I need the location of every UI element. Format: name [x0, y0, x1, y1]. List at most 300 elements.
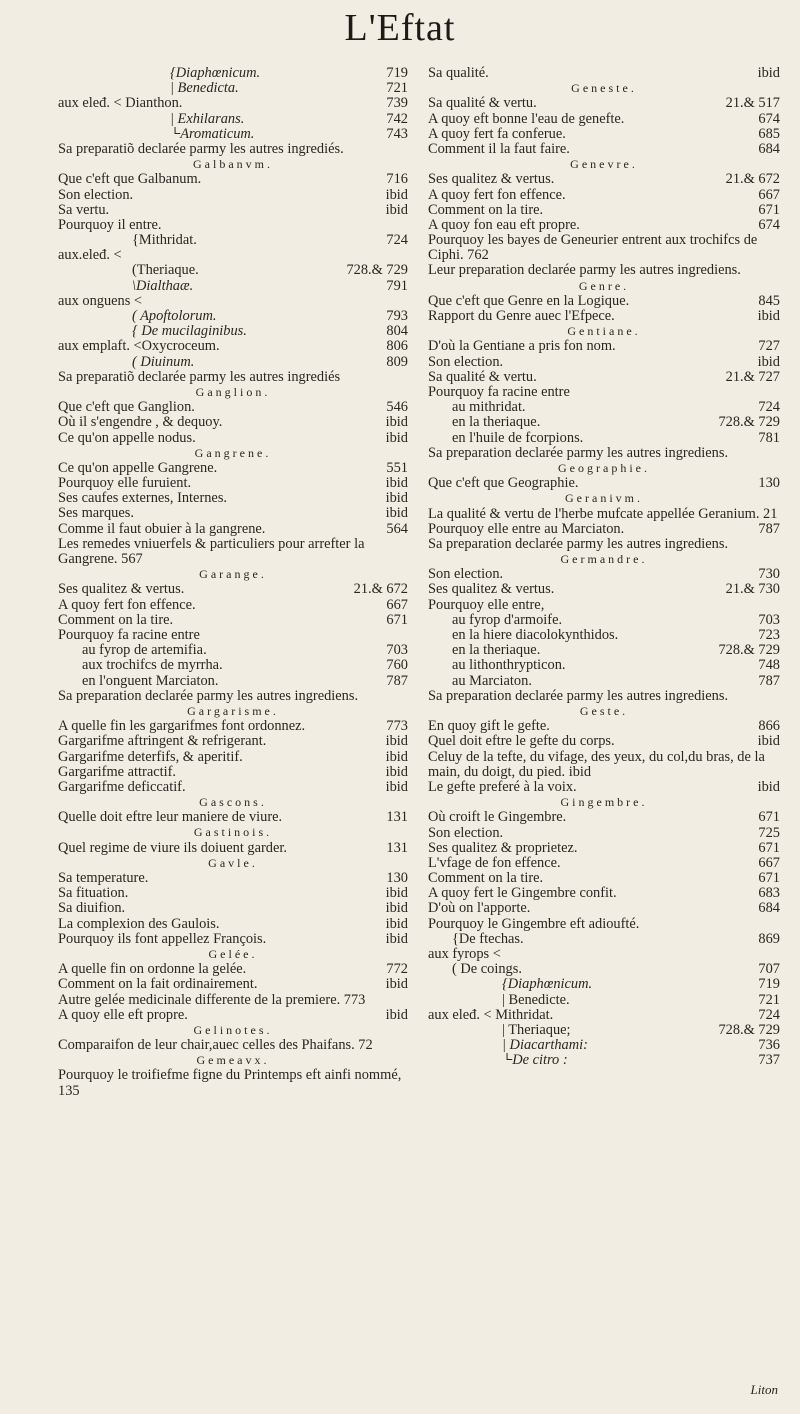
index-entry [58, 901, 408, 916]
entry-text: ( Apoftolorum. [132, 309, 217, 324]
page-reference: 804 [386, 323, 408, 340]
entry-text: Comment on la tire. [428, 202, 544, 218]
entry-text: A quoy fon eau eft propre. [428, 217, 580, 233]
page-reference: 728.& 729 [718, 642, 780, 659]
index-entry [428, 400, 780, 415]
catchword: Liton [750, 1382, 778, 1397]
entry-text: Rapport du Genre auec l'Efpece. [428, 309, 615, 324]
page-reference: 21.& 672 [353, 581, 408, 598]
index-entry [428, 886, 780, 901]
index-entry [58, 734, 408, 749]
section-heading: Geneste. [571, 81, 637, 96]
index-entry [428, 658, 780, 673]
page-reference: 739 [386, 95, 408, 112]
left-column [58, 66, 408, 1099]
index-entry [428, 917, 780, 932]
section-heading: Genre. [578, 278, 630, 293]
index-entry [58, 203, 408, 218]
entry-text: Pourquoy il entre. [58, 217, 162, 233]
index-entry [58, 932, 408, 947]
index-entry [428, 294, 780, 309]
page-reference: 845 [758, 292, 780, 309]
entry-text: Sa diuifion. [58, 901, 126, 916]
entry-text: \Dialthaæ. [132, 278, 194, 294]
page-reference: 727 [758, 338, 780, 355]
index-entry [58, 248, 408, 263]
page-reference: 866 [758, 718, 780, 735]
entry-text: aux eleđ. < Dianthon. [58, 96, 183, 111]
section-heading: Gelée. [208, 946, 258, 961]
index-entry [58, 1008, 408, 1023]
entry-text: A quoy eft bonne l'eau de genefte. [428, 111, 625, 126]
index-entry [428, 203, 780, 218]
page-reference: 671 [758, 870, 780, 887]
page-reference: 684 [758, 900, 780, 917]
index-entry [428, 339, 780, 354]
index-entry [428, 1038, 780, 1053]
entry-text: Son election. [58, 187, 134, 202]
entry-text: {Mithridat. [132, 233, 197, 248]
index-entry [428, 734, 780, 749]
page-reference: 716 [386, 171, 408, 188]
section-heading: Gangrene. [194, 445, 272, 460]
entry-text: aux onguens < [58, 293, 143, 309]
section-heading: Ganglion. [195, 384, 271, 399]
entry-text: A quoy fert le Gingembre confit. [428, 886, 617, 901]
page-reference: 730 [758, 566, 780, 583]
entry-text: Sa temperature. [58, 871, 149, 886]
index-entry [428, 431, 780, 446]
section-heading: Gingembre. [560, 795, 648, 810]
entry-text: Son election. [428, 567, 504, 582]
index-entry [428, 810, 780, 825]
section-heading: Geranivm. [565, 491, 643, 506]
entry-text: D'où on l'apporte. [428, 901, 531, 916]
entry-text: en l'huile de fcorpions. [452, 430, 584, 445]
index-paragraph: Leur preparation declarée parmy les autres ingrediens. [428, 262, 741, 279]
section-heading: Gastinois. [193, 825, 273, 840]
index-entry [58, 96, 408, 111]
index-paragraph: Sa preparation declarée parmy les autres ingrediens. [58, 687, 359, 704]
page-reference: 809 [386, 353, 408, 370]
entry-text: Pourquoy ils font appellez François. [58, 931, 267, 947]
index-entry [58, 522, 408, 537]
entry-text: ( Diuinum. [132, 354, 195, 369]
index-entry [58, 400, 408, 415]
index-entry [428, 172, 780, 187]
index-entry [428, 1008, 780, 1023]
index-entry [428, 674, 780, 689]
page-reference: 724 [386, 232, 408, 249]
page-reference: 728.& 729 [346, 262, 408, 279]
index-entry [58, 233, 408, 248]
index-entry [428, 871, 780, 886]
entry-text: Comment on la fait ordinairement. [58, 977, 258, 992]
index-entry [428, 188, 780, 203]
index-paragraph: Les remedes vniuerfels & particuliers pour arrefter la Gangrene. 567 [58, 535, 365, 568]
entry-text: Sa vertu. [58, 202, 110, 218]
page-reference: ibid [757, 733, 780, 750]
entry-text: ( De coings. [452, 962, 522, 977]
index-entry [428, 826, 780, 841]
page-reference: 674 [758, 110, 780, 127]
entry-text: D'où la Gentiane a pris fon nom. [428, 339, 616, 354]
index-entry [58, 506, 408, 521]
section-heading: Gelinotes. [193, 1022, 273, 1037]
entry-text: Pourquoy fa racine entre [58, 628, 200, 643]
entry-text: en l'onguent Marciaton. [82, 673, 219, 688]
index-entry [428, 522, 780, 537]
page-reference: ibid [385, 976, 408, 993]
index-entry [428, 415, 780, 430]
entry-text: Pourquoy elle entre, [428, 597, 545, 613]
index-entry [428, 112, 780, 127]
index-entry [428, 142, 780, 157]
entry-text: Gargarifme attractif. [58, 764, 176, 780]
right-column [428, 66, 780, 1069]
page-reference: ibid [757, 778, 780, 795]
index-entry [58, 81, 408, 96]
section-heading: Gavle. [208, 855, 258, 870]
page-reference: 546 [386, 399, 408, 416]
index-paragraph: Comparaifon de leur chair,auec celles des Phaifans. 72 [58, 1037, 373, 1054]
index-paragraph: Sa preparatiõ declarée parmy les autres ingrediés. [58, 140, 344, 157]
entry-text: {Diaphœnicum. [502, 977, 593, 992]
page-reference: 671 [386, 611, 408, 628]
entry-text: aux trochifcs de myrrha. [82, 658, 223, 673]
page-reference: 723 [758, 627, 780, 644]
page-reference: ibid [385, 201, 408, 218]
entry-text: └De citro : [502, 1053, 568, 1068]
page-reference: 787 [386, 672, 408, 689]
index-paragraph: La qualité & vertu de l'herbe mufcate appellée Geranium. 21 [428, 505, 778, 522]
entry-text: Que c'eft que Galbanum. [58, 172, 202, 187]
entry-text: | Benedicta. [170, 81, 239, 96]
entry-text: Gargarifme aftringent & refrigerant. [58, 734, 267, 749]
page-reference: 719 [386, 65, 408, 81]
index-entry [428, 476, 780, 491]
index-entry [58, 279, 408, 294]
entry-text: A quoy fert fon effence. [58, 597, 196, 613]
index-entry [58, 977, 408, 992]
entry-text: Que c'eft que Genre en la Logique. [428, 293, 630, 309]
entry-text: Ses marques. [58, 506, 134, 521]
index-entry [428, 127, 780, 142]
page-reference: 724 [758, 1006, 780, 1023]
entry-text: Gargarifme deterfifs, & aperitif. [58, 749, 243, 764]
entry-text: Ce qu'on appelle nodus. [58, 430, 196, 445]
index-entry [58, 658, 408, 673]
index-paragraph: Pourquoy le troifiefme figne du Printemps eft ainfi nommé, 135 [58, 1067, 402, 1099]
page-reference: 671 [758, 839, 780, 856]
page-reference: ibid [385, 475, 408, 492]
page-reference: 760 [386, 657, 408, 674]
index-entry [428, 947, 780, 962]
page-reference: 721 [758, 991, 780, 1008]
entry-text: Quelle doit eftre leur maniere de viure. [58, 810, 283, 825]
entry-text: Où croift le Gingembre. [428, 810, 567, 825]
entry-text: aux emplaft. <Oxycroceum. [58, 339, 220, 354]
index-entry [58, 674, 408, 689]
index-entry [428, 993, 780, 1008]
entry-text: A quelle fin les gargarifmes font ordonnez. [58, 719, 306, 734]
index-entry [58, 841, 408, 856]
page-reference: 551 [386, 459, 408, 476]
entry-text: au Marciaton. [452, 673, 532, 688]
section-heading: Gemeavx. [196, 1053, 270, 1068]
entry-text: Sa qualité & vertu. [428, 369, 537, 385]
entry-text: A quoy fert fon effence. [428, 187, 566, 202]
page-reference: ibid [385, 429, 408, 446]
entry-text: A quelle fin on ordonne la gelée. [58, 962, 247, 977]
index-entry [58, 476, 408, 491]
page-reference: 742 [386, 110, 408, 127]
entry-text: Comme il faut obuier à la gangrene. [58, 521, 266, 537]
page-reference: 667 [758, 854, 780, 871]
entry-text: └Aromaticum. [170, 126, 255, 142]
page-reference: 725 [758, 824, 780, 841]
page-reference: ibid [385, 748, 408, 765]
entry-text: Ses qualitez & vertus. [428, 582, 555, 597]
index-entry [58, 582, 408, 597]
index-paragraph: Autre gelée medicinale differente de la premiere. 773 [58, 991, 366, 1008]
page-reference: ibid [385, 186, 408, 203]
section-heading: Gascons. [199, 795, 267, 810]
index-entry [428, 628, 780, 643]
index-entry [428, 901, 780, 916]
index-entry [58, 491, 408, 506]
section-heading: Geographie. [558, 460, 650, 475]
entry-text: Son election. [428, 825, 504, 840]
index-entry [58, 172, 408, 187]
index-entry [428, 856, 780, 871]
entry-text: {De ftechas. [452, 931, 524, 947]
index-entry [58, 324, 408, 339]
index-paragraph: Sa preparation declarée parmy les autres ingrediens. [428, 535, 729, 552]
page-reference: 671 [758, 201, 780, 218]
index-entry [58, 765, 408, 780]
page-reference: 707 [758, 961, 780, 978]
index-entry [58, 719, 408, 734]
entry-text: en la theriaque. [452, 643, 541, 658]
entry-text: A quoy elle eft propre. [58, 1007, 188, 1023]
page-reference: 721 [386, 80, 408, 97]
page-reference: 773 [386, 718, 408, 735]
entry-text: aux.eleđ. < [58, 248, 122, 263]
index-entry [58, 355, 408, 370]
page-reference: ibid [385, 778, 408, 795]
index-entry [58, 917, 408, 932]
index-entry [428, 977, 780, 992]
page-reference: 130 [386, 870, 408, 887]
page-reference: 743 [386, 125, 408, 142]
entry-text: Que c'eft que Ganglion. [58, 400, 195, 415]
page-reference: 564 [386, 520, 408, 537]
index-entry [58, 188, 408, 203]
page-reference: ibid [757, 308, 780, 325]
section-heading: Gentiane. [567, 324, 641, 339]
index-entry [428, 962, 780, 977]
page-reference: 21.& 672 [725, 171, 780, 188]
entry-text: (Theriaque. [132, 263, 199, 278]
page-reference: 791 [386, 277, 408, 294]
index-entry [58, 66, 408, 81]
entry-text: A quoy fert fa conferue. [428, 126, 566, 142]
entry-text: au fyrop de artemifia. [82, 643, 207, 658]
entry-text: Ses qualitez & vertus. [428, 172, 555, 187]
index-paragraph: Celuy de la tefte, du vifage, des yeux, du col,du bras, de la main, du doigt, du pied. ibid [428, 748, 765, 780]
entry-text: { De mucilaginibus. [132, 324, 247, 339]
index-paragraph: Sa preparatiõ declarée parmy les autres ingrediés [58, 368, 341, 385]
index-entry [58, 810, 408, 825]
section-heading: Garange. [199, 567, 267, 582]
page-reference: 869 [758, 930, 780, 947]
index-entry [428, 96, 780, 111]
index-entry [58, 339, 408, 354]
entry-text: {Diaphœnicum. [170, 66, 261, 81]
entry-text: Pourquoy le Gingembre eft adioufté. [428, 916, 640, 932]
entry-text: Pourquoy fa racine entre [428, 384, 570, 400]
entry-text: Comment il la faut faire. [428, 141, 570, 157]
page-reference: 667 [386, 596, 408, 613]
entry-text: L'vfage de fon effence. [428, 855, 561, 871]
index-entry [428, 1023, 780, 1038]
entry-text: Gargarifme deficcatif. [58, 779, 186, 795]
entry-text: Que c'eft que Geographie. [428, 476, 579, 491]
index-entry [428, 932, 780, 947]
page-reference: 667 [758, 186, 780, 203]
entry-text: Ses qualitez & vertus. [58, 582, 185, 597]
index-entry [58, 628, 408, 643]
index-paragraph: Pourquoy les bayes de Geneurier entrent aux trochifcs de Ciphi. 762 [428, 232, 758, 264]
index-entry [58, 218, 408, 233]
entry-text: | Exhilarans. [170, 111, 245, 126]
page-reference: 719 [758, 976, 780, 993]
entry-text: Le gefte preferé à la voix. [428, 779, 577, 795]
page-reference: 21.& 517 [725, 95, 780, 112]
index-entry [428, 643, 780, 658]
page-reference: 793 [386, 308, 408, 325]
entry-text: Sa qualité & vertu. [428, 96, 537, 111]
page-reference: 671 [758, 809, 780, 826]
index-entry [58, 263, 408, 278]
entry-text: en la hiere diacolokynthidos. [452, 628, 619, 643]
index-entry [58, 309, 408, 324]
index-entry [428, 309, 780, 324]
entry-text: Pourquoy elle entre au Marciaton. [428, 521, 625, 537]
index-entry [428, 385, 780, 400]
index-entry [428, 355, 780, 370]
index-paragraph: Sa preparation declarée parmy les autres ingrediens. [428, 444, 729, 461]
index-entry [58, 871, 408, 886]
entry-text: Comment on la tire. [428, 871, 544, 886]
entry-text: Son election. [428, 354, 504, 370]
page-reference: 724 [758, 399, 780, 416]
entry-text: | Theriaque; [502, 1022, 571, 1038]
index-entry [58, 886, 408, 901]
section-heading: Galbanvm. [193, 157, 273, 172]
entry-text: aux eleđ. < Mithridat. [428, 1007, 554, 1023]
page-reference: 736 [758, 1037, 780, 1054]
page-reference: ibid [385, 900, 408, 917]
entry-text: Quel regime de viure ils doiuent garder. [58, 840, 287, 856]
entry-text: Quel doit eftre le gefte du corps. [428, 734, 615, 749]
page-reference: 674 [758, 216, 780, 233]
index-entry [428, 66, 780, 81]
page-reference: 703 [758, 611, 780, 628]
page-reference: ibid [385, 414, 408, 431]
section-heading: Genevre. [570, 157, 638, 172]
entry-text: | Benedicte. [502, 992, 570, 1007]
entry-text: Sa qualité. [428, 66, 489, 81]
index-entry [58, 598, 408, 613]
page-reference: 131 [386, 809, 408, 826]
index-entry [428, 598, 780, 613]
entry-text: Sa fituation. [58, 886, 129, 901]
page-reference: 787 [758, 672, 780, 689]
index-entry [428, 719, 780, 734]
index-entry [58, 415, 408, 430]
page-reference: 684 [758, 140, 780, 157]
entry-text: au fyrop d'armoife. [452, 612, 563, 628]
index-paragraph: Sa preparation declarée parmy les autres ingrediens. [428, 687, 729, 704]
index-entry [428, 780, 780, 795]
index-entry [58, 127, 408, 142]
page-reference: 806 [386, 338, 408, 355]
page-reference: 728.& 729 [718, 1021, 780, 1038]
index-entry [58, 643, 408, 658]
page-reference: 737 [758, 1052, 780, 1069]
page-title: L'Eftat [344, 7, 456, 49]
index-entry [58, 431, 408, 446]
page-reference: 781 [758, 429, 780, 446]
page-reference: ibid [757, 353, 780, 370]
page-reference: ibid [385, 915, 408, 932]
page-reference: ibid [385, 505, 408, 522]
entry-text: en la theriaque. [452, 415, 541, 430]
index-entry [428, 218, 780, 233]
page-reference: 728.& 729 [718, 414, 780, 431]
page-reference: 787 [758, 520, 780, 537]
entry-text: Ce qu'on appelle Gangrene. [58, 460, 218, 476]
page-reference: ibid [385, 885, 408, 902]
index-entry [428, 613, 780, 628]
entry-text: Ses caufes externes, Internes. [58, 491, 228, 506]
section-heading: Germandre. [560, 552, 648, 567]
index-entry [58, 461, 408, 476]
page-reference: ibid [385, 490, 408, 507]
entry-text: | Diacarthami: [502, 1038, 588, 1053]
page-reference: 748 [758, 657, 780, 674]
index-entry [58, 294, 408, 309]
page-reference: 685 [758, 125, 780, 142]
page-reference: ibid [385, 930, 408, 947]
index-entry [428, 567, 780, 582]
page-reference: ibid [757, 65, 780, 81]
index-entry [58, 780, 408, 795]
page-reference: 703 [386, 642, 408, 659]
section-heading: Geste. [579, 703, 629, 718]
entry-text: Ses qualitez & proprietez. [428, 840, 578, 856]
index-entry [428, 841, 780, 856]
entry-text: Pourquoy elle furuient. [58, 476, 192, 491]
entry-text: En quoy gift le gefte. [428, 719, 550, 734]
page-reference: 21.& 730 [725, 581, 780, 598]
index-entry [58, 962, 408, 977]
page-reference: 130 [758, 475, 780, 492]
index-entry [428, 370, 780, 385]
entry-text: au lithonthrypticon. [452, 658, 566, 673]
